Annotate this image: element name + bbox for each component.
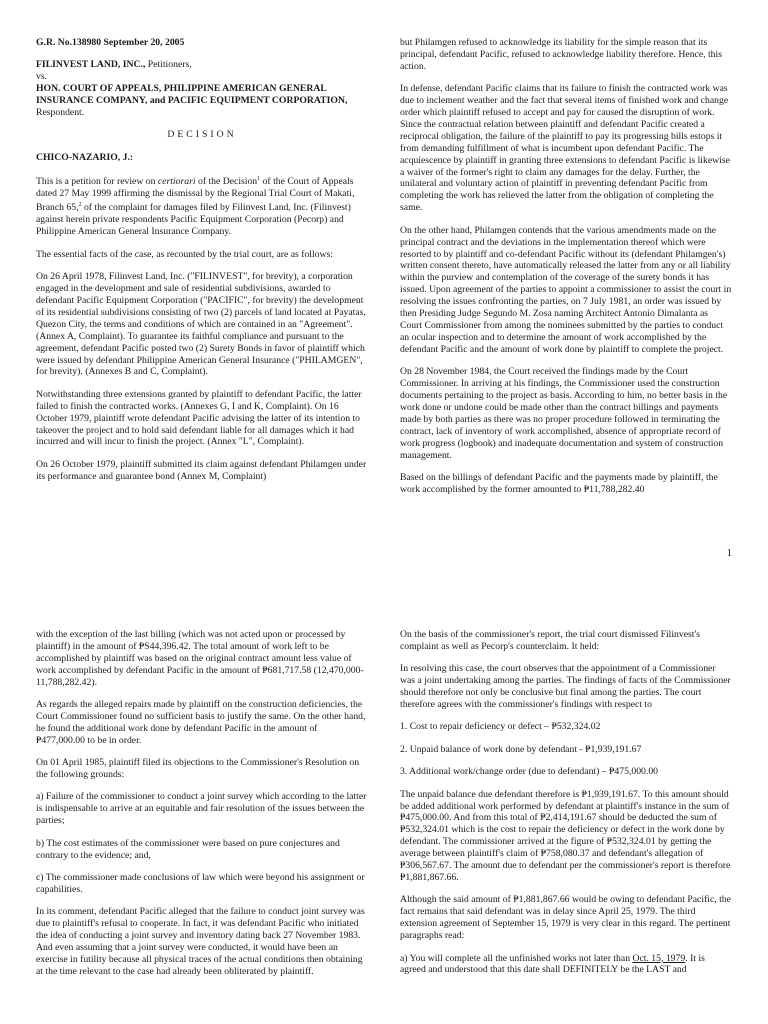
finding-2: 2. Unpaid balance of work done by defendant - ₱1,939,191.67	[400, 743, 642, 755]
paragraph-dismissal: On the basis of the commissioner's report, the trial court dismissed Filinvest's complaint as well as Pecorp's counterclaim. It held:	[400, 629, 700, 652]
paragraph-billings: Based on the billings of defendant Pacific and the payments made by plaintiff, the work accomplished by the former amounted to ₱11,788,282.40	[400, 471, 718, 495]
page-1-left-column	[36, 37, 368, 493]
versus-label: vs.	[36, 71, 48, 83]
case-number: G.R. No.138980 September 20, 2005	[36, 37, 185, 48]
paragraph-facts-1: On 26 April 1978, Filinvest Land, Inc. ("FILINVEST", for brevity), a corporation engaged in the development and sale of residential subdivisions, awarded to defendant Pacific Equipment Corporation ("PACIFIC", for brevity) the development of its residential subdivisions consisting of two (2) parcels of land located at Payatas, Quezon City, the terms and conditions of which are contained in an "Agreement". (Annex A, Complaint). To guarantee its faithful compliance and pursuant to the agreement, defendant Pacific posted two (2) Surety Bonds in favor of plaintiff which were issued by defendant Philippine American General Insurance ("PHILAMGEN", for brevity). (Annexes B and C, Complaint).	[36, 271, 366, 378]
petitioner-line	[36, 59, 368, 71]
extension-text-a: a) You will complete all the unfinished works not later than	[400, 952, 633, 964]
paragraph-comment: In its comment, defendant Pacific alleged that the failure to conduct joint survey was due to plaintiff's refusal to cooperate. In fact, it was defendant Pacific who initiated the idea of conducting a joint survey and inventory dating back 27 November 1983. And even assuming that a joint survey were conducted, it would have been an exercise in futility because all physical traces of the actual conditions then obtaining at the time relevant to the case had already been obliterated by plaintiff.	[36, 906, 365, 977]
intro-text-c: of the Court of Appeals dated 27 May 1999 affirming the dismissal by the Regional Trial Court of Makati, Branch 65,	[36, 176, 355, 214]
finding-3: 3. Additional work/change order (due to defendant) – ₱475,000.00	[400, 766, 659, 778]
paragraph-last-billing: with the exception of the last billing (which was not acted upon or processed by plaintiff) in the amount of ₱S44,396.42. The total amount of work left to be accomplished by plaintiff was based on the original contract amount less value of work accomplished by defendant Pacific in the amount of ₱681,717.58 (12,470,000-11,788,282.42).	[36, 629, 364, 688]
paragraph-objections: On 01 April 1985, plaintiff filed its objections to the Commissioner's Resolution on the following grounds:	[36, 757, 360, 781]
paragraph-unpaid-balance: The unpaid balance due defendant therefore is ₱1,939,191.67. To this amount should be added additional work performed by defendant at plaintiff's instance in the sum of ₱475,000.00. And from this total of ₱2,414,191.67 should be deducted the sum of ₱532,324.01 which is the cost to repair the deficiency or defect in the work done by defendant. The commissioner arrived at the figure of ₱532,324.01 by getting the average between plaintiff's claim of ₱758,080.37 and defendant's allegation of ₱306,567.67. The amount due to defendant per the commissioner's report is therefore ₱1,881,867.66.	[400, 788, 731, 883]
paragraph-delay: Although the said amount of ₱1,881,867.66 would be owing to defendant Pacific, the fact remains that said defendant was in delay since April 25, 1979. The third extension agreement of September 15, 1979 is very clear in this regard. The pertinent paragraphs read:	[400, 894, 731, 942]
paragraph-facts-2: Notwithstanding three extensions granted by plaintiff to defendant Pacific, the latter failed to finish the contracted works. (Annexes G, I and K, Complaint). On 16 October 1979, plaintiff wrote defendant Pacific advising the latter of its intention to takeover the project and to hold said defendant liable for all damages which it had incurred and will incur to finish the project. (Annex "L", Complaint).	[36, 388, 362, 448]
paragraph-defense: In defense, defendant Pacific claims that its failure to finish the contracted work was due to inclement weather and the fact that several items of finished work and change order which plaintiff refused to accept and pay for caused the disruption of work. Since the contractual relation between plaintiff and defendant Pacific created a reciprocal obligation, the failure of the plaintiff to pay its progressing bills estops it from demanding fulfillment of what is incumbent upon defendant Pacific. The acquiescence by plaintiff in granting three extensions to defendant Pacific is likewise a waiver of the former's right to claim any damages for the delay. Further, the unilateral and voluntary action of plaintiff in preventing defendant Pacific from completing the work has relieved the latter from the obligation of completing the same.	[400, 83, 730, 214]
respondents-name: HON. COURT OF APPEALS, PHILIPPINE AMERICAN GENERAL INSURANCE COMPANY, and PACIFIC EQUIPMENT CORPORATION,	[36, 83, 348, 107]
decision-heading: DECISION	[167, 129, 237, 141]
objection-c: c) The commissioner made conclusions of law which were beyond his assignment or capabilities.	[36, 872, 365, 895]
footnote-ref-1[interactable]: 1	[257, 176, 261, 183]
intro-text-d: of the complaint for damages filed by Filinvest Land, Inc. (Filinvest) against herein private respondents Pacific Equipment Corporation (Pecorp) and Philippine American General Insurance Company.	[36, 202, 351, 238]
page-2-right-column	[400, 629, 732, 987]
paragraph-resolving: In resolving this case, the court observes that the appointment of a Commissioner was a joint undertaking among the parties. The findings of facts of the Commissioner should therefore not only be conclusive but final among the parties. The court therefore agrees with the commissioner's findings with respect to	[400, 663, 731, 711]
finding-1: 1. Cost to repair deficiency or defect – ₱532,324.02	[400, 721, 601, 733]
petitioner-role: Petitioners,	[145, 59, 192, 71]
footnote-ref-2[interactable]: 2	[78, 202, 82, 209]
objection-b: b) The cost estimates of the commissioner were based on pure conjectures and contrary to the evidence; and,	[36, 837, 340, 861]
paragraph-facts-3: On 26 October 1979, plaintiff submitted its claim against defendant Philamgen under its performance and guarantee bond (Annex M, Complaint)	[36, 458, 367, 482]
extension-deadline: Oct. 15, 1979	[632, 952, 686, 964]
paragraph-refusal: but Philamgen refused to acknowledge its liability for the simple reason that its principal, defendant Pacific, refused to acknowledge liability therefore. Hence, this action.	[400, 37, 722, 72]
intro-text-b: of the Decision	[195, 176, 258, 188]
respondents-role: Respondent.	[36, 107, 85, 119]
paragraph-extension-a	[400, 953, 732, 977]
petitioner-name: FILINVEST LAND, INC.,	[36, 59, 146, 71]
paragraph-commissioner-findings: On 28 November 1984, the Court received the findings made by the Court Commissioner. In arriving at his findings, the Commissioner used the construction documents pertaining to the project as basis. According to him, no better basis in the work done or undone could be made other than the contract billings and payments made by both parties as there was no proper procedure followed in terminating the contract, lack of inventory of work accomplished, absence of appropriate record of work progress (logbook) and inadequate documentation and system of construction management.	[400, 366, 728, 461]
page-2	[0, 578, 768, 1024]
objection-a: a) Failure of the commissioner to conduct a joint survey which according to the latter is indispensable to arrive at an equitable and fair resolution of the issues between the parties;	[36, 791, 367, 827]
page-1-right-column	[400, 37, 732, 506]
intro-text-a: This is a petition for review on	[36, 176, 158, 188]
ponente: CHICO-NAZARIO, J.:	[36, 151, 134, 163]
respondents-line	[36, 83, 368, 119]
page-2-left-column	[36, 629, 368, 988]
intro-italic: certiorari	[157, 176, 196, 188]
paragraph-repairs: As regards the alleged repairs made by plaintiff on the construction deficiencies, the Court Commissioner found no sufficient basis to justify the same. On the other hand, he found the additional work done by defendant Pacific in the amount of ₱477,000.00 to be in order.	[36, 699, 366, 746]
paragraph-intro	[36, 174, 368, 238]
paragraph-philamgen: On the other hand, Philamgen contends that the various amendments made on the principal contract and the deviations in the implementation thereof which were resorted to by plaintiff and co-defendant Pacific without its (defendant Philamgen's) written consent thereto, have automatically released the latter from any or all liability within the purview and contemplation of the coverage of the surety bonds it has issued. Upon agreement of the parties to appoint a commissioner to assist the court in resolving the issues confronting the parties, on 7 July 1981, an order was issued by then Presiding Judge Segundo M. Zosa naming Architect Antonio Dimalanta as Court Commissioner from among the nominees submitted by the parties to conduct an ocular inspection and to determine the amount of work accomplished by the defendant Pacific and the amount of work done by plaintiff to complete the project.	[400, 224, 732, 355]
page-number: 1	[726, 547, 732, 559]
extension-text-b: . It is agreed and understood that this date shall DEFINITELY be the LAST and	[400, 952, 705, 976]
paragraph-facts-intro: The essential facts of the case, as recounted by the trial court, are as follows:	[36, 248, 333, 260]
